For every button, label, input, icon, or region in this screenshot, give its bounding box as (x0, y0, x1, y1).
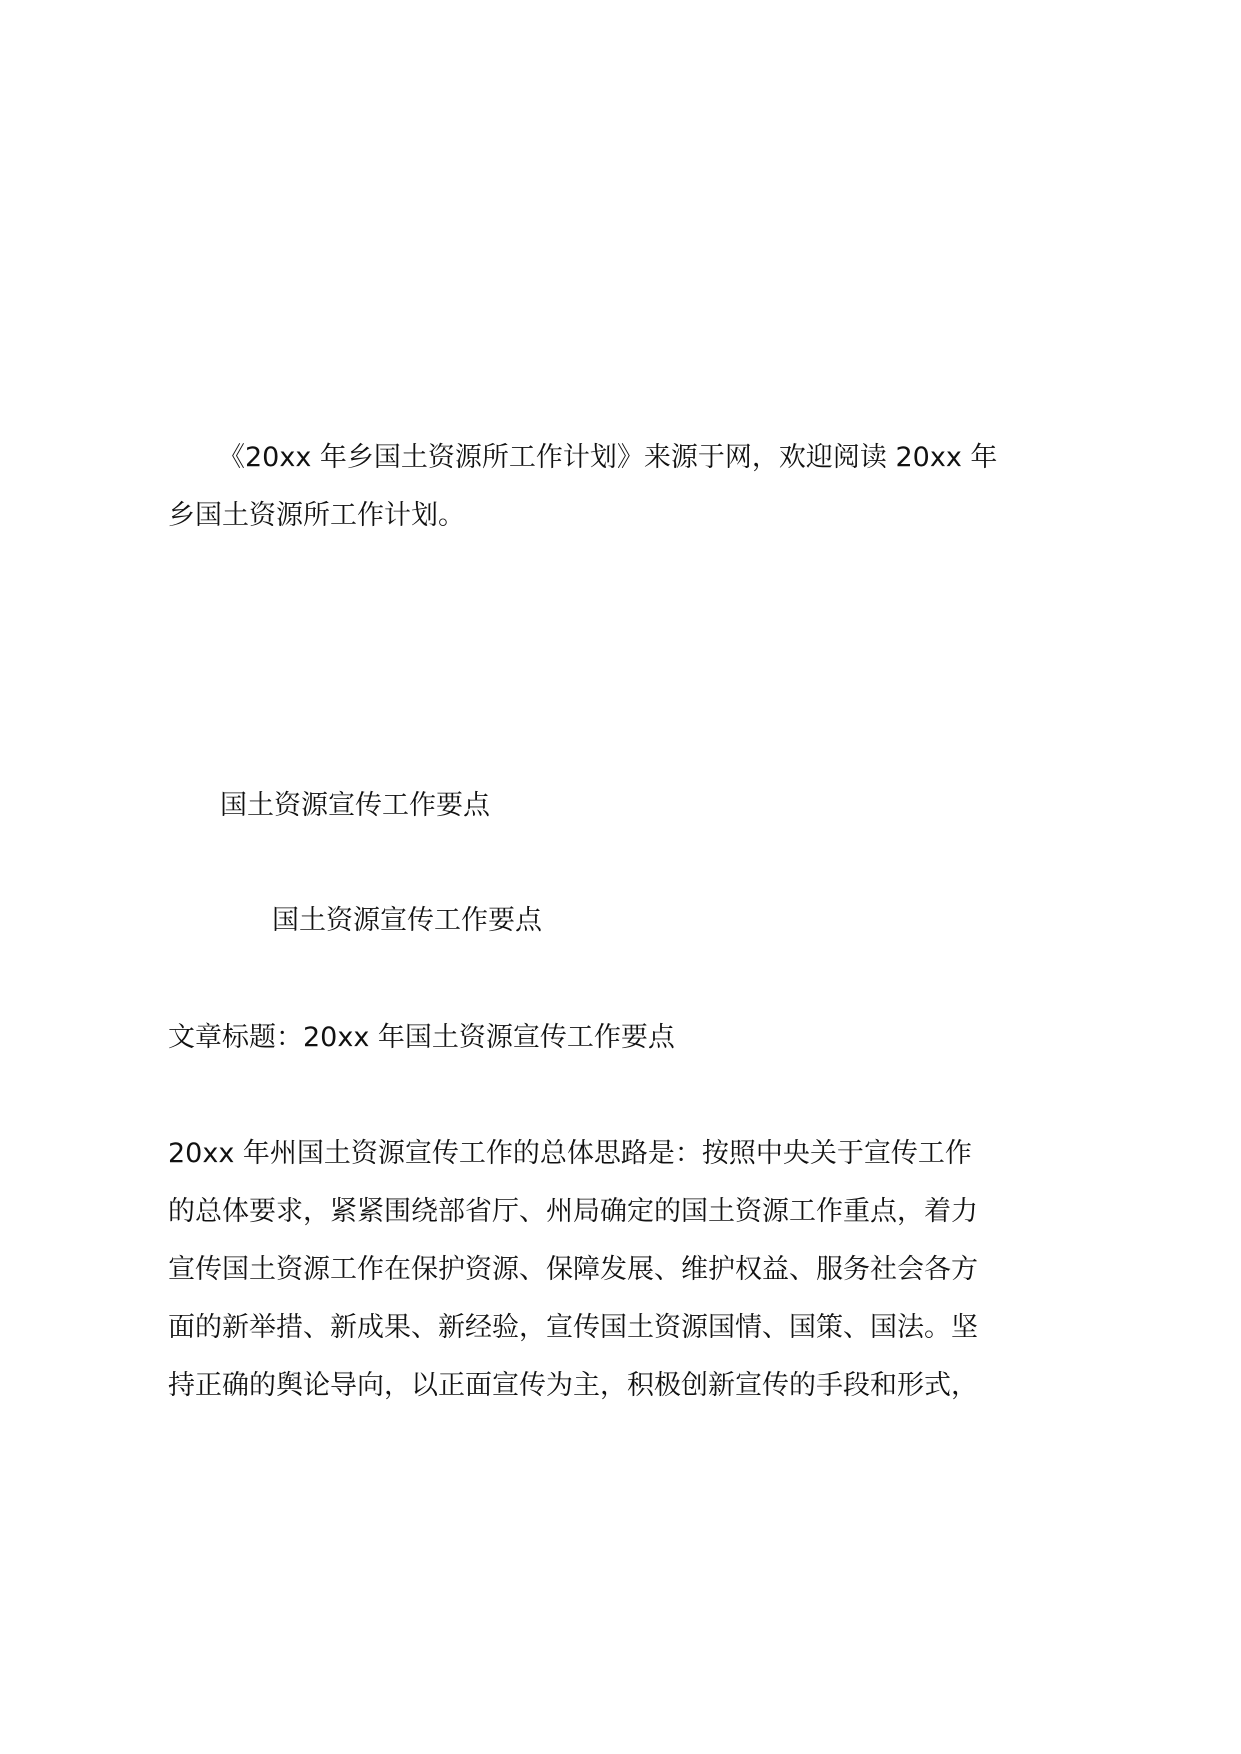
section-heading: 国土资源宣传工作要点 (220, 790, 490, 821)
body-line-4: 面的新举措、新成果、新经验，宣传国土资源国情、国策、国法。坚 (168, 1312, 978, 1343)
article-title: 文章标题：20xx 年国土资源宣传工作要点 (168, 1022, 675, 1053)
body-line-3: 宣传国土资源工作在保护资源、保障发展、维护权益、服务社会各方 (168, 1254, 978, 1285)
body-line-2: 的总体要求，紧紧围绕部省厅、州局确定的国土资源工作重点，着力 (168, 1196, 978, 1227)
body-line-1: 20xx 年州国土资源宣传工作的总体思路是：按照中央关于宣传工作 (168, 1138, 972, 1169)
intro-line-2: 乡国土资源所工作计划。 (168, 500, 465, 531)
body-line-5: 持正确的舆论导向，以正面宣传为主，积极创新宣传的手段和形式， (168, 1370, 978, 1401)
intro-line-1: 《20xx 年乡国土资源所工作计划》来源于网，欢迎阅读 20xx 年 (218, 442, 998, 473)
section-subheading: 国土资源宣传工作要点 (272, 905, 542, 936)
